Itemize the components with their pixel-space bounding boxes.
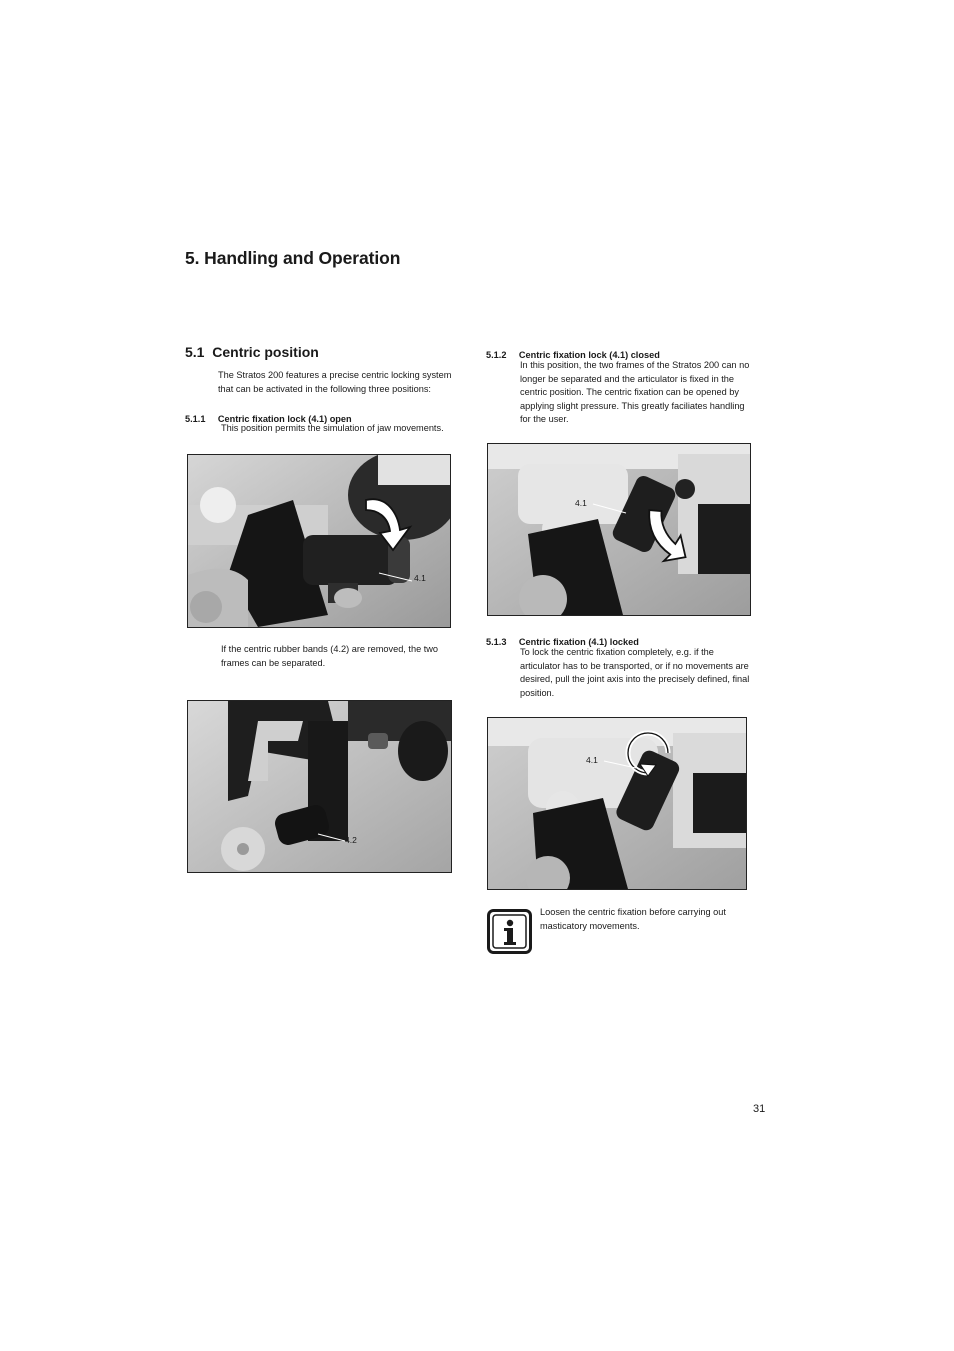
- photo-label: 4.1: [586, 755, 598, 765]
- chapter-title: 5. Handling and Operation: [185, 248, 401, 268]
- subsection-title: Centric fixation lock (4.1) closed: [518, 350, 660, 360]
- info-text: Loosen the centric fixation before carrying out masticatory movements.: [540, 907, 726, 931]
- photo-label: 4.1: [575, 498, 587, 508]
- section-intro: The Stratos 200 features a precise centric locking system that can be activated in the following three positions:: [218, 370, 452, 394]
- subsection-number: 5.1.1: [185, 414, 206, 424]
- section-title: Centric position: [212, 344, 319, 360]
- info-icon: [487, 909, 531, 953]
- section-heading: [185, 344, 319, 360]
- subsection-text: To lock the centric fixation completely, e.g. if the articulator has to be transported, or if no movements are desired, pull the joint axis into the precisely defined, final position.: [520, 647, 750, 698]
- photo-lock-closed: [487, 443, 751, 616]
- subsection-title: Centric fixation lock (4.1) open: [217, 414, 352, 424]
- subsection-text: This position permits the simulation of jaw movements.: [221, 423, 444, 433]
- subsection-text: In this position, the two frames of the Stratos 200 can no longer be separated and the articulator is fixed in the centric position. The centric fixation can be opened by applying slight pressure. This greatly faciliates handling for the user.: [520, 360, 750, 424]
- page-number: 31: [753, 1103, 766, 1115]
- photo-label: 4.2: [345, 835, 357, 845]
- section-number: 5.1: [185, 344, 205, 360]
- subsection-number: 5.1.3: [486, 637, 507, 647]
- photo-rubber-band: [187, 700, 452, 873]
- subsection-number: 5.1.2: [486, 350, 507, 360]
- photo-lock-open: [187, 454, 451, 628]
- rubber-note: If the centric rubber bands (4.2) are removed, the two frames can be separated.: [221, 644, 439, 668]
- photo-label: 4.1: [414, 573, 426, 583]
- photo-lock-locked: [487, 717, 747, 890]
- subsection-title: Centric fixation (4.1) locked: [518, 637, 639, 647]
